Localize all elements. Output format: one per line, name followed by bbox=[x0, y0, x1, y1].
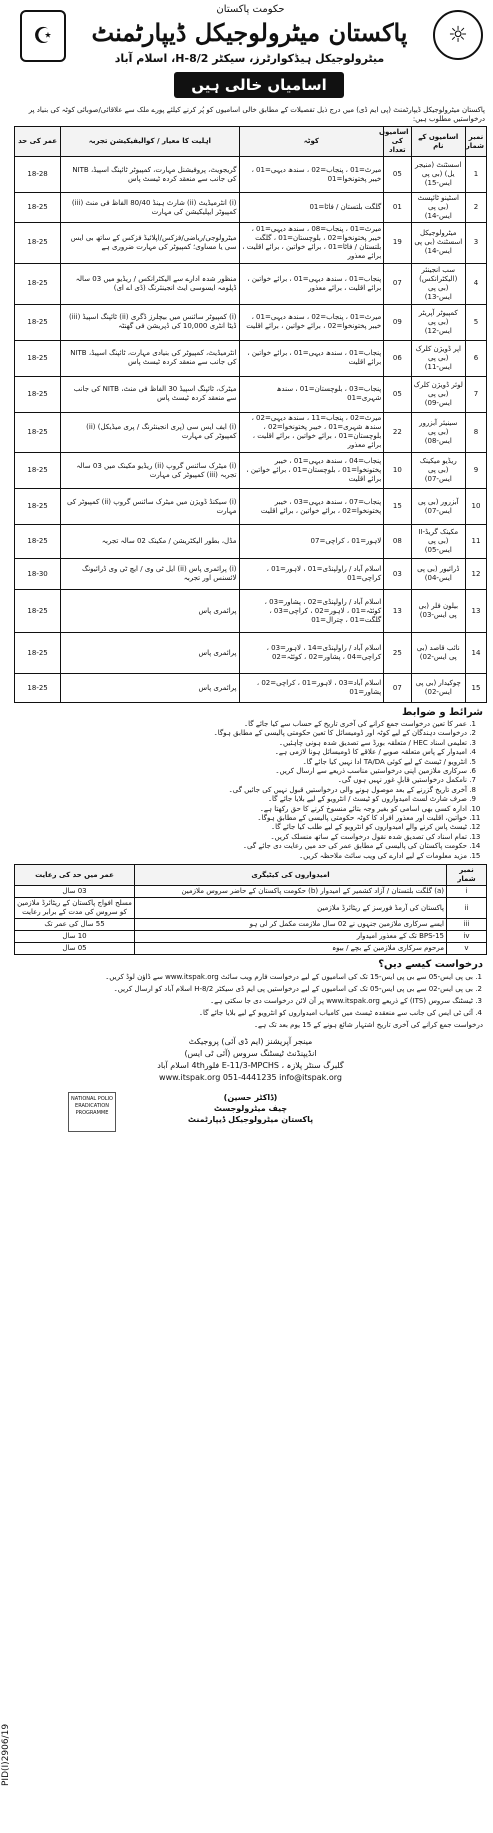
cell-sr: 5 bbox=[466, 304, 487, 340]
term-item: 3. تعلیمی اسناد HEC / متعلقہ بورڈ سے تصدیق شدہ ہونی چاہئیں۔ bbox=[14, 739, 467, 748]
cell-quota: گلگت بلتستان / فاٹا=01 bbox=[239, 193, 384, 223]
howto-item: 3. ٹیسٹنگ سروس (ITS) کے ذریعے www.itspak.org پر آن لائن درخواست دی جا سکتی ہے۔ bbox=[14, 996, 473, 1006]
col-header-count: اسامیوں کی تعداد bbox=[384, 127, 411, 157]
cell-post: نائب قاصد (بی پی ایس-02) bbox=[411, 633, 466, 674]
signature-block bbox=[14, 1092, 487, 1150]
col-header-sr: نمبر شمار bbox=[466, 127, 487, 157]
deadline-text: درخواست جمع کرانے کی آخری تاریخ اشتہار شائع ہونے کے 15 یوم بعد تک ہے۔ bbox=[253, 1021, 483, 1030]
signatory-dept: پاکستان میٹرولوجیکل ڈیپارٹمنٹ bbox=[187, 1115, 314, 1125]
cell-quota: پنجاب=01 ، سندھ دیہی=01 ، برائے خواتین ، برائے اقلیت bbox=[239, 340, 384, 376]
table-row bbox=[15, 193, 487, 223]
cell-qualification: (i) میٹرک سائنس گروپ (ii) ریڈیو مکینک میں 03 سالہ تجربہ (iii) کمپیوٹر کی مہارت bbox=[61, 453, 239, 489]
cell-qualification: منظور شدہ ادارے سے الیکٹرانکس / ریڈیو میں 03 سالہ ڈپلومہ ایسوسی ایٹ انجینئرنگ (ڈی اے ای) bbox=[61, 263, 239, 304]
col-header-qualification: اہلیت کا معیار / کوالیفیکیشن تجربہ bbox=[61, 127, 239, 157]
cell-qualification: پرائمری پاس bbox=[61, 633, 239, 674]
cell-age: 18-28 bbox=[15, 157, 61, 193]
term-item: 7. نامکمل درخواستیں قابلِ غور نہیں ہوں گی۔ bbox=[14, 776, 467, 785]
cell-count: 22 bbox=[384, 412, 411, 453]
table-row bbox=[15, 525, 487, 559]
cell-sr: 11 bbox=[466, 525, 487, 559]
cell-post: بیلون فلر (بی پی ایس-03) bbox=[411, 590, 466, 633]
age-cell-category: (a) گلگت بلتستان / آزاد کشمیر کے امیدوار (b) حکومت پاکستان کے حاضر سروس ملازمین bbox=[135, 886, 447, 898]
term-item: 15. مزید معلومات کے لیے ادارے کی ویب سائٹ ملاحظہ کریں۔ bbox=[14, 852, 467, 861]
signatory-name: (ڈاکٹر حسین) bbox=[223, 1093, 278, 1103]
footer-line-2: انڈیپنڈنٹ ٹیسٹنگ سروس (آئی ٹی ایس) bbox=[184, 1049, 317, 1059]
age-row bbox=[15, 898, 487, 919]
cell-count: 08 bbox=[384, 525, 411, 559]
term-item: 4. امیدوار کے پاس متعلقہ صوبے / علاقے کا ڈومیسائل ہونا لازمی ہے۔ bbox=[14, 748, 467, 757]
table-row bbox=[15, 674, 487, 703]
cell-sr: 6 bbox=[466, 340, 487, 376]
col-header-post: اسامیوں کے نام bbox=[411, 127, 466, 157]
cell-quota: اسلام آباد=03 ، لاہور=01 ، کراچی=02 ، پشاور=01 bbox=[239, 674, 384, 703]
term-item: 8. آخری تاریخ گزرنے کے بعد موصول ہونے والی درخواستیں قبول نہیں کی جائیں گی۔ bbox=[14, 786, 467, 795]
cell-quota: میرٹ=02 ، پنجاب=11 ، سندھ دیہی=02 ، سندھ شہری=01 ، خیبر پختونخوا=02 ، بلوچستان=01 ، برائے خواتین ، برائے اقلیت ، برائے معذور bbox=[239, 412, 384, 453]
cell-quota: پنجاب=01 ، سندھ دیہی=01 ، برائے خواتین ، برائے اقلیت ، برائے معذور bbox=[239, 263, 384, 304]
footer bbox=[14, 1036, 487, 1084]
age-cell-relaxation: 05 سال bbox=[15, 943, 135, 955]
cell-age: 18-30 bbox=[15, 558, 61, 589]
dept-title: پاکستان میٹرولوجیکل ڈیپارٹمنٹ bbox=[91, 18, 408, 47]
age-cell-relaxation: 10 سال bbox=[15, 931, 135, 943]
age-row bbox=[15, 931, 487, 943]
cell-post: اسسٹنٹ (منیجر یل) (بی پی ایس-15) bbox=[411, 157, 466, 193]
cell-post: اپر ڈویژن کلرک (بی پی ایس-11) bbox=[411, 340, 466, 376]
cell-count: 03 bbox=[384, 558, 411, 589]
cell-age: 18-25 bbox=[15, 674, 61, 703]
cell-count: 05 bbox=[384, 157, 411, 193]
polio-badge-icon: NATIONAL POLIO ERADICATION PROGRAMME bbox=[68, 1092, 116, 1132]
table-row bbox=[15, 340, 487, 376]
footer-line-1: مینجر آپریشنز (ایم ڈی آئی) پروجیکٹ bbox=[188, 1037, 313, 1047]
age-cell-category: پاکستان کی آرمڈ فورسز کے ریٹائرڈ ملازمین bbox=[135, 898, 447, 919]
age-cell-category: BPS-15 تک کے معذور امیدوار bbox=[135, 931, 447, 943]
cell-age: 18-25 bbox=[15, 193, 61, 223]
pid-code: PID(I)2906/19 bbox=[1, 1723, 11, 1787]
cell-qualification: پرائمری پاس bbox=[61, 674, 239, 703]
age-header-row bbox=[15, 865, 487, 886]
cell-post: مکینک گریڈ-II (بی پی ایس-05) bbox=[411, 525, 466, 559]
cell-post: سب انجینئر (الیکٹرانکس) (بی پی ایس-13) bbox=[411, 263, 466, 304]
cell-qualification: انٹرمیڈیٹ، کمپیوٹر کی بنیادی مہارت، ٹائپنگ اسپیڈ، NITB کی جانب سے منعقد کردہ ٹیسٹ پاس bbox=[61, 340, 239, 376]
cell-qualification: پرائمری پاس bbox=[61, 590, 239, 633]
cell-age: 18-25 bbox=[15, 412, 61, 453]
cell-quota: پنجاب=04 ، سندھ دیہی=01 ، خیبر پختونخوا=01 ، بلوچستان=01 ، برائے خواتین ، برائے اقلیت bbox=[239, 453, 384, 489]
cell-sr: 14 bbox=[466, 633, 487, 674]
term-item: 12. ٹیسٹ پاس کرنے والے امیدواروں کو انٹرویو کے لیے طلب کیا جائے گا۔ bbox=[14, 823, 467, 832]
cell-age: 18-25 bbox=[15, 525, 61, 559]
term-item: 11. خواتین، اقلیت اور معذور افراد کا کوٹہ حکومتی پالیسی کے مطابق ہوگا۔ bbox=[14, 814, 467, 823]
cell-count: 07 bbox=[384, 674, 411, 703]
jobs-header-row bbox=[15, 127, 487, 157]
howto-title: درخواست کیسے دیں؟ bbox=[378, 959, 483, 971]
cell-sr: 15 bbox=[466, 674, 487, 703]
cell-count: 10 bbox=[384, 453, 411, 489]
footer-line-3: گلبرگ سنٹر پلازہ ، E-11/3-MPCHS فلور4th اسلام آباد bbox=[157, 1061, 344, 1071]
cell-post: سینیئر آبزرور (بی پی ایس-08) bbox=[411, 412, 466, 453]
age-col-relaxation: عمر میں حد کی رعایت bbox=[15, 865, 135, 886]
cell-age: 18-25 bbox=[15, 453, 61, 489]
header bbox=[14, 4, 487, 106]
age-row bbox=[15, 919, 487, 931]
cell-age: 18-25 bbox=[15, 263, 61, 304]
cell-quota: اسلام آباد / راولپنڈی=02 ، پشاور=03 ، کوئٹہ=01 ، لاہور=02 ، کراچی=03 ، گلگت=01 ، چترال=01 bbox=[239, 590, 384, 633]
cell-quota: اسلام آباد / راولپنڈی=14 ، لاہور=03 ، کراچی=04 ، پشاور=02 ، کوئٹہ=02 bbox=[239, 633, 384, 674]
cell-qualification: میٹرک، ٹائپنگ اسپیڈ 30 الفاظ فی منٹ، NITB کی جانب سے منعقد کردہ ٹیسٹ پاس bbox=[61, 376, 239, 412]
cell-qualification: (i) سیکنڈ ڈویژن میں میٹرک سائنس گروپ (ii) کمپیوٹر کی مہارت bbox=[61, 489, 239, 525]
cell-age: 18-25 bbox=[15, 304, 61, 340]
footer-line-4: www.itspak.org 051-4441235 info@itspak.org bbox=[159, 1073, 342, 1083]
dept-logo-icon: ☼ bbox=[433, 10, 483, 60]
dept-address: میٹرولوجیکل ہیڈکوارٹرز، سیکٹر H-8/2، اسلام آباد bbox=[114, 52, 385, 65]
cell-count: 15 bbox=[384, 489, 411, 525]
table-row bbox=[15, 223, 487, 264]
cell-age: 18-25 bbox=[15, 489, 61, 525]
cell-qualification: (i) پرائمری پاس (ii) ایل ٹی وی / ایچ ٹی وی ڈرائیونگ لائسنس اور تجربہ bbox=[61, 558, 239, 589]
cell-quota: لاہور=01 ، کراچی=07 bbox=[239, 525, 384, 559]
cell-quota: پنجاب=07 ، سندھ دیہی=03 ، خیبر پختونخوا=02 ، برائے خواتین ، برائے اقلیت bbox=[239, 489, 384, 525]
age-row bbox=[15, 943, 487, 955]
cell-sr: 7 bbox=[466, 376, 487, 412]
age-cell-sr: iv bbox=[447, 931, 487, 943]
cell-sr: 9 bbox=[466, 453, 487, 489]
table-row bbox=[15, 157, 487, 193]
cell-count: 05 bbox=[384, 376, 411, 412]
age-col-sr: نمبر شمار bbox=[447, 865, 487, 886]
age-cell-relaxation: مسلح افواج پاکستان کے ریٹائرڈ ملازمین کو سروس کی مدت کے برابر رعایت bbox=[15, 898, 135, 919]
table-row bbox=[15, 590, 487, 633]
age-cell-category: مرحوم سرکاری ملازمین کے بچے / بیوہ bbox=[135, 943, 447, 955]
term-item: 2. درخواست دہندگان کے لیے کوٹہ اور ڈومیسائل کا تعین حکومتی پالیسی کے مطابق ہوگا۔ bbox=[14, 729, 467, 738]
howto-list bbox=[14, 972, 487, 1018]
cell-qualification: (i) انٹرمیڈیٹ (ii) شارٹ ہینڈ 80/40 الفاظ فی منٹ (iii) کمپیوٹر ایپلیکیشن کی مہارت bbox=[61, 193, 239, 223]
cell-qualification: (i) کمپیوٹر سائنس میں بیچلرز ڈگری (ii) ٹائپنگ اسپیڈ (iii) ڈیٹا انٹری 10,000 کی ڈپریشن فی گھنٹہ bbox=[61, 304, 239, 340]
cell-post: کمپیوٹر آپریٹر (بی پی ایس-12) bbox=[411, 304, 466, 340]
cell-sr: 1 bbox=[466, 157, 487, 193]
cell-qualification: گریجویٹ، پروفیشنل مہارت، کمپیوٹر ٹائپنگ اسپیڈ، NITB کی جانب سے منعقد کردہ ٹیسٹ پاس bbox=[61, 157, 239, 193]
table-row bbox=[15, 453, 487, 489]
term-item: 13. تمام اسناد کی تصدیق شدہ نقول درخواست کے ساتھ منسلک کریں۔ bbox=[14, 833, 467, 842]
cell-sr: 12 bbox=[466, 558, 487, 589]
howto-item: 1. بی پی ایس-05 سے بی پی ایس-15 تک کی اسامیوں کے لیے درخواست فارم ویب سائٹ www.itspak.org سے ڈاؤن لوڈ کریں۔ bbox=[14, 972, 473, 982]
term-item: 6. سرکاری ملازمین اپنی درخواستیں مناسب ذریعے سے ارسال کریں۔ bbox=[14, 767, 467, 776]
cell-count: 01 bbox=[384, 193, 411, 223]
cell-sr: 3 bbox=[466, 223, 487, 264]
age-cell-category: ایسے سرکاری ملازمین جنہوں نے 02 سال ملازمت مکمل کر لی ہو bbox=[135, 919, 447, 931]
gov-title: حکومت پاکستان bbox=[216, 4, 285, 15]
cell-count: 19 bbox=[384, 223, 411, 264]
age-cell-sr: v bbox=[447, 943, 487, 955]
cell-qualification: (i) ایف ایس سی (پری انجینئرنگ / پری میڈیکل) (ii) کمپیوٹر کی مہارت bbox=[61, 412, 239, 453]
cell-count: 13 bbox=[384, 590, 411, 633]
terms-title: شرائط و ضوابط bbox=[402, 706, 483, 718]
cell-age: 18-25 bbox=[15, 633, 61, 674]
age-row bbox=[15, 886, 487, 898]
age-cell-sr: ii bbox=[447, 898, 487, 919]
cell-sr: 8 bbox=[466, 412, 487, 453]
cell-sr: 13 bbox=[466, 590, 487, 633]
cell-quota: اسلام آباد / راولپنڈی=01 ، لاہور=01 ، کراچی=01 bbox=[239, 558, 384, 589]
cell-sr: 4 bbox=[466, 263, 487, 304]
cell-count: 06 bbox=[384, 340, 411, 376]
age-relaxation-table bbox=[14, 864, 487, 955]
table-row bbox=[15, 304, 487, 340]
term-item: 14. حکومت پاکستان کی پالیسی کے مطابق عمر کی حد میں رعایت دی جائے گی۔ bbox=[14, 842, 467, 851]
cell-count: 07 bbox=[384, 263, 411, 304]
cell-post: ڈرائیور (بی پی ایس-04) bbox=[411, 558, 466, 589]
term-item: 5. انٹرویو / ٹیسٹ کے لیے کوئی TA/DA ادا نہیں کیا جائے گا۔ bbox=[14, 758, 467, 767]
gov-emblem-icon: ☪ bbox=[20, 10, 66, 62]
cell-qualification: مڈل، بطور الیکٹریشن / مکینک 02 سالہ تجربہ bbox=[61, 525, 239, 559]
signatory-title: چیف میٹرولوجسٹ bbox=[213, 1104, 288, 1114]
cell-sr: 2 bbox=[466, 193, 487, 223]
vacancies-banner: اسامیاں خالی ہیں bbox=[174, 72, 344, 98]
age-col-category: امیدواروں کی کیٹیگری bbox=[135, 865, 447, 886]
cell-post: اسٹینو ٹائپسٹ (بی پی ایس-14) bbox=[411, 193, 466, 223]
cell-post: ریڈیو میکینک (بی پی ایس-07) bbox=[411, 453, 466, 489]
age-cell-relaxation: 55 سال کی عمر تک bbox=[15, 919, 135, 931]
howto-item: 2. بی پی ایس-02 سے بی پی ایس-05 تک کی اسامیوں کے لیے درخواستیں پی ایم ڈی سیکٹر H-8/2 اسلام آباد کو ارسال کریں۔ bbox=[14, 984, 473, 994]
cell-count: 09 bbox=[384, 304, 411, 340]
age-cell-sr: iii bbox=[447, 919, 487, 931]
intro-text: پاکستان میٹرولوجیکل ڈیپارٹمنٹ (پی ایم ڈی) میں درج ذیل تفصیلات کے مطابق خالی اسامیوں کو پُر کرنے کیلئے پورے ملک سے علاقائی/صوبائی کوٹہ کی بنیاد پر درخواستیں مطلوب ہیں: bbox=[28, 106, 485, 123]
cell-age: 18-25 bbox=[15, 590, 61, 633]
table-row bbox=[15, 263, 487, 304]
cell-post: آبزرور (بی پی ایس-07) bbox=[411, 489, 466, 525]
cell-quota: پنجاب=03 ، بلوچستان=01 ، سندھ شہری=01 bbox=[239, 376, 384, 412]
age-cell-relaxation: 03 سال bbox=[15, 886, 135, 898]
cell-age: 18-25 bbox=[15, 376, 61, 412]
cell-age: 18-25 bbox=[15, 340, 61, 376]
term-item: 9. صرف شارٹ لسٹ امیدواروں کو ٹیسٹ / انٹرویو کے لیے بلایا جائے گا۔ bbox=[14, 795, 467, 804]
cell-quota: میرٹ=01 ، پنجاب=02 ، سندھ دیہی=01 ، خیبر پختونخوا=02 ، برائے خواتین ، برائے اقلیت bbox=[239, 304, 384, 340]
cell-qualification: میٹرولوجی/ریاضی/فزکس/اپلائیڈ فزکس کے ساتھ بی ایس سی یا مساوی؛ کمپیوٹر کی مہارت ضروری ہے bbox=[61, 223, 239, 264]
cell-quota: میرٹ=01 ، پنجاب=08 ، سندھ دیہی=01 ، خیبر پختونخوا=02 ، بلوچستان=01 ، گلگت بلتستان / فاٹا=01 ، برائے خواتین ، برائے اقلیت ، برائے معذور bbox=[239, 223, 384, 264]
term-item: 1. عمر کا تعین درخواست جمع کرانے کی آخری تاریخ کے حساب سے کیا جائے گا۔ bbox=[14, 720, 467, 729]
table-row bbox=[15, 489, 487, 525]
table-row bbox=[15, 412, 487, 453]
cell-quota: میرٹ=01 ، پنجاب=02 ، سندھ دیہی=01 ، خیبر پختونخوا=01 bbox=[239, 157, 384, 193]
table-row bbox=[15, 376, 487, 412]
age-cell-sr: i bbox=[447, 886, 487, 898]
term-item: 10. ادارہ کسی بھی اسامی کو بغیر وجہ بتائے منسوخ کرنے کا حق رکھتا ہے۔ bbox=[14, 805, 467, 814]
cell-count: 25 bbox=[384, 633, 411, 674]
cell-post: چوکیدار (بی پی ایس-02) bbox=[411, 674, 466, 703]
table-row bbox=[15, 558, 487, 589]
col-header-age: عمر کی حد bbox=[15, 127, 61, 157]
cell-sr: 10 bbox=[466, 489, 487, 525]
jobs-table bbox=[14, 126, 487, 703]
cell-post: میٹرولوجیکل اسسٹنٹ (بی پی ایس-14) bbox=[411, 223, 466, 264]
cell-post: لوئر ڈویژن کلرک (بی پی ایس-09) bbox=[411, 376, 466, 412]
table-row bbox=[15, 633, 487, 674]
col-header-quota: کوٹہ bbox=[239, 127, 384, 157]
cell-age: 18-25 bbox=[15, 223, 61, 264]
howto-item: 4. آئی ٹی ایس کی جانب سے منعقدہ ٹیسٹ میں کامیاب امیدواروں کو انٹرویو کے لیے بلایا جائے گا۔ bbox=[14, 1008, 473, 1018]
terms-list bbox=[14, 720, 487, 861]
